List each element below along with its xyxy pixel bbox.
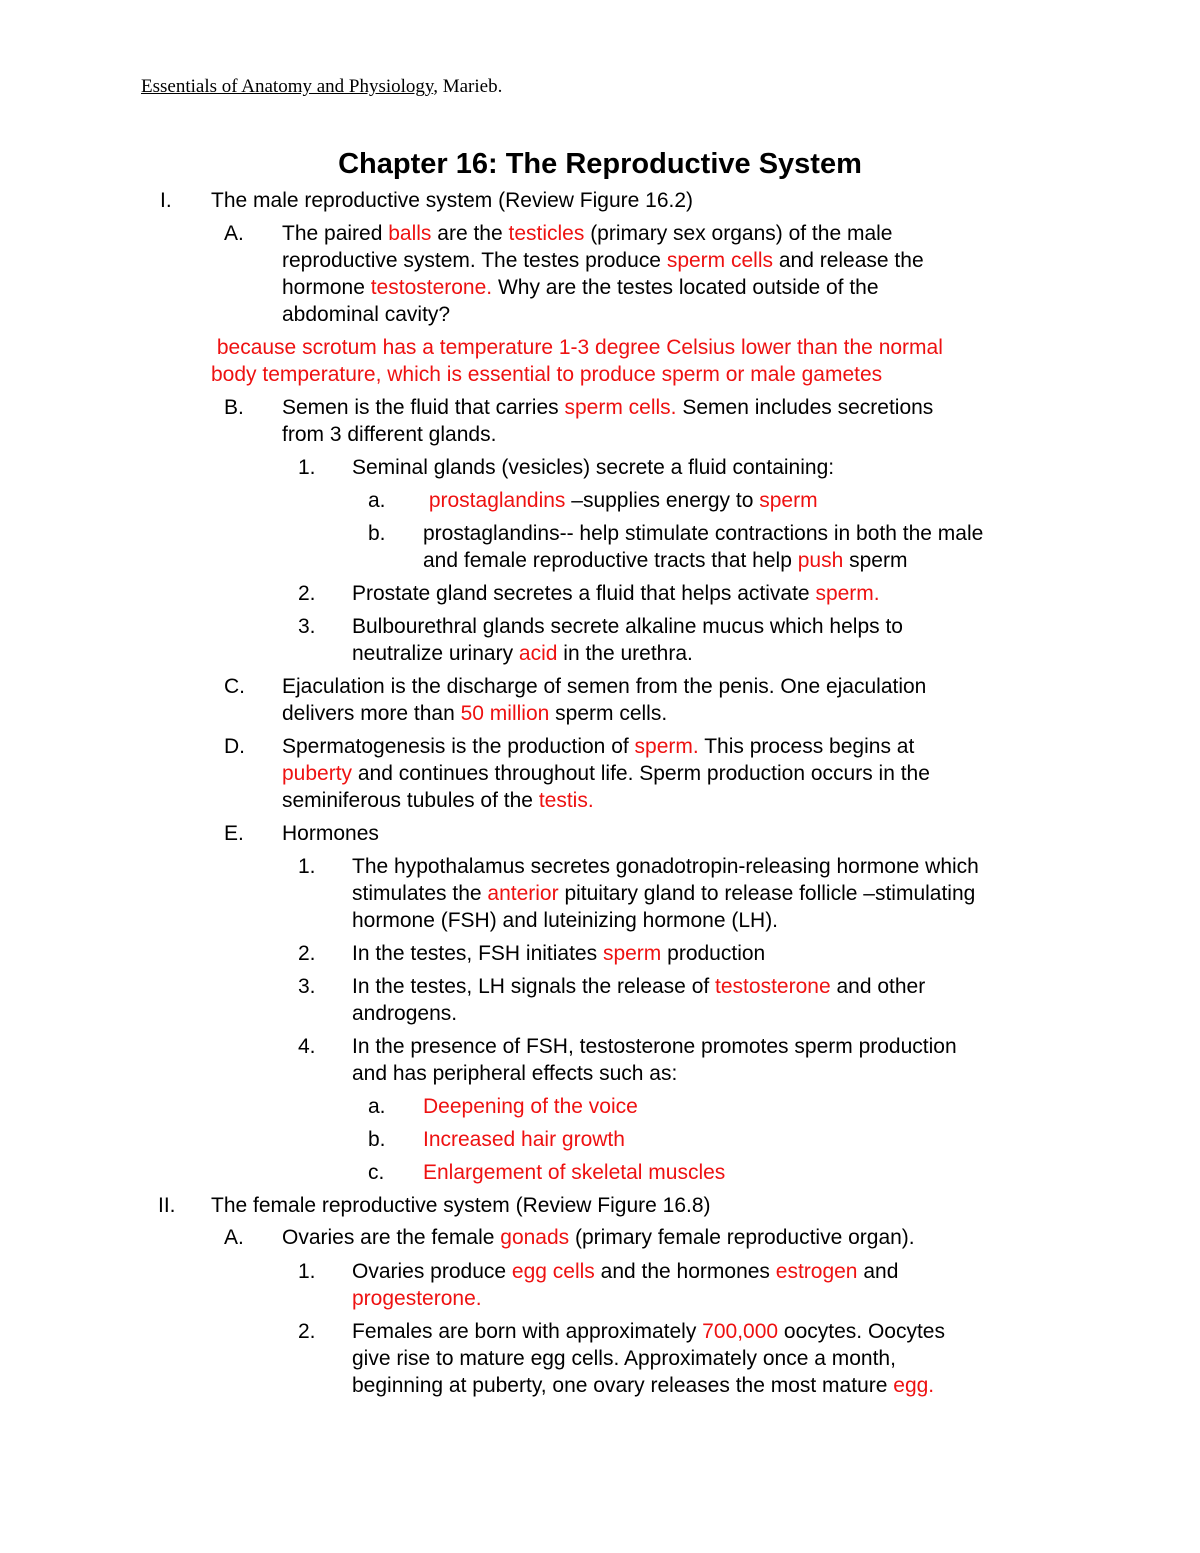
text-fragment: and continues throughout life. Sperm production occurs in the xyxy=(352,762,930,785)
text-fragment: Spermatogenesis is the production of xyxy=(282,735,635,758)
outline-label-I-A: A. xyxy=(224,222,244,245)
text-fragment: (primary female reproductive organ). xyxy=(569,1226,915,1249)
highlighted-answer-text: 700,000 xyxy=(702,1320,779,1343)
outline-label-I-E-4-a: a. xyxy=(368,1095,386,1118)
text-fragment: and female reproductive tracts that help xyxy=(423,549,798,572)
item-I-E-4-c: Enlargement of skeletal muscles xyxy=(423,1161,726,1184)
outline-label-II-A: A. xyxy=(224,1226,244,1249)
answer-line-1: because scrotum has a temperature 1-3 degree Celsius lower than the normal xyxy=(211,336,943,359)
item-I-E-3-line-2: androgens. xyxy=(352,1002,458,1025)
item-I-B-1-b-line-1: prostaglandins-- help stimulate contractions in both the male xyxy=(423,522,984,545)
outline-label-I-B-1-a: a. xyxy=(368,489,386,512)
outline-label-I-C: C. xyxy=(224,675,245,698)
text-fragment: stimulates the xyxy=(352,882,488,905)
text-fragment: (primary sex organs) of the male xyxy=(584,222,893,245)
highlighted-answer-text: sperm cells xyxy=(666,249,774,272)
item-I-E-4-b: Increased hair growth xyxy=(423,1128,625,1151)
highlighted-answer-text: testosterone. xyxy=(370,276,493,299)
text-fragment: and release the xyxy=(773,249,924,272)
highlighted-answer-text: sperm cells. xyxy=(564,396,677,419)
item-I-A-line-4: abdominal cavity? xyxy=(282,303,451,326)
highlighted-answer-text: gonads xyxy=(500,1226,570,1249)
outline-label-II-A-2: 2. xyxy=(298,1320,316,1343)
book-author: , Marieb. xyxy=(433,76,503,97)
answer-line-2: body temperature, which is essential to produce sperm or male gametes xyxy=(211,363,883,386)
outline-label-I-D: D. xyxy=(224,735,245,758)
item-II-A-1-line-1 xyxy=(352,1258,898,1285)
item-I-B-1-b-line-2 xyxy=(423,547,907,574)
outline-label-I-E-4-c: c. xyxy=(368,1161,385,1184)
text-fragment: hormone xyxy=(282,276,371,299)
item-I-D-line-2 xyxy=(282,760,930,787)
item-I-E: Hormones xyxy=(282,822,379,845)
outline-label-I: I. xyxy=(160,189,172,212)
text-fragment: Ovaries produce xyxy=(352,1260,512,1283)
item-I-E-1-line-2 xyxy=(352,880,975,907)
text-fragment: The paired xyxy=(282,222,389,245)
item-I-B-line-1 xyxy=(282,394,933,421)
text-fragment: –supplies energy to xyxy=(565,489,760,512)
text-fragment: This process begins at xyxy=(698,735,915,758)
highlighted-answer-text: 50 million xyxy=(460,702,550,725)
item-I-B-3-line-2 xyxy=(352,640,693,667)
text-fragment: and the hormones xyxy=(594,1260,776,1283)
item-I-E-4-a: Deepening of the voice xyxy=(423,1095,638,1118)
item-I-E-4-line-1: In the presence of FSH, testosterone promotes sperm production xyxy=(352,1035,957,1058)
text-fragment: Semen includes secretions xyxy=(676,396,934,419)
highlighted-answer-text: testis. xyxy=(538,789,594,812)
outline-label-II-A-1: 1. xyxy=(298,1260,316,1283)
item-I-E-3-line-1 xyxy=(352,973,925,1000)
item-I-B-3-line-1: Bulbourethral glands secrete alkaline mucus which helps to xyxy=(352,615,903,638)
item-I-E-4-line-2: and has peripheral effects such as: xyxy=(352,1062,678,1085)
item-I-A-line-2 xyxy=(282,247,924,274)
highlighted-answer-text: puberty xyxy=(282,762,353,785)
section-I-heading: The male reproductive system (Review Figure 16.2) xyxy=(211,189,694,212)
item-II-A xyxy=(282,1224,915,1251)
text-fragment: seminiferous tubules of the xyxy=(282,789,539,812)
text-fragment: and xyxy=(857,1260,899,1283)
text-fragment: In the testes, LH signals the release of xyxy=(352,975,716,998)
highlighted-answer-text: prostaglandins xyxy=(423,489,566,512)
text-fragment: delivers more than xyxy=(282,702,461,725)
item-I-D-line-1 xyxy=(282,733,914,760)
text-fragment: pituitary gland to release follicle –stimulating xyxy=(558,882,976,905)
highlighted-answer-text: balls xyxy=(388,222,432,245)
item-I-E-1-line-1: The hypothalamus secretes gonadotropin-releasing hormone which xyxy=(352,855,979,878)
document-header xyxy=(141,74,502,100)
item-I-E-1-line-3: hormone (FSH) and luteinizing hormone (LH). xyxy=(352,909,779,932)
highlighted-answer-text: push xyxy=(797,549,844,572)
outline-label-I-E: E. xyxy=(224,822,244,845)
outline-label-II: II. xyxy=(158,1194,176,1217)
highlighted-answer-text: anterior xyxy=(487,882,559,905)
text-fragment: sperm xyxy=(843,549,908,572)
outline-label-I-E-2: 2. xyxy=(298,942,316,965)
item-I-A-line-3 xyxy=(282,274,879,301)
text-fragment: beginning at puberty, one ovary releases the most mature xyxy=(352,1374,894,1397)
text-fragment: Prostate gland secretes a fluid that helps activate xyxy=(352,582,816,605)
item-I-B-2 xyxy=(352,580,880,607)
text-fragment: reproductive system. The testes produce xyxy=(282,249,667,272)
highlighted-answer-text: sperm. xyxy=(815,582,880,605)
outline-label-I-B-3: 3. xyxy=(298,615,316,638)
highlighted-answer-text: egg. xyxy=(893,1374,935,1397)
outline-label-I-E-1: 1. xyxy=(298,855,316,878)
page-title: Chapter 16: The Reproductive System xyxy=(338,148,862,180)
outline-label-I-E-4: 4. xyxy=(298,1035,316,1058)
highlighted-answer-text: estrogen xyxy=(775,1260,858,1283)
highlighted-answer-text: sperm xyxy=(759,489,818,512)
item-II-A-2-line-2: give rise to mature egg cells. Approximately once a month, xyxy=(352,1347,896,1370)
item-I-D-line-3 xyxy=(282,787,594,814)
highlighted-answer-text: testosterone xyxy=(715,975,831,998)
item-I-B-line-2: from 3 different glands. xyxy=(282,423,497,446)
text-fragment: Females are born with approximately xyxy=(352,1320,703,1343)
highlighted-answer-text: acid xyxy=(518,642,558,665)
outline-label-I-E-4-b: b. xyxy=(368,1128,386,1151)
text-fragment: Ovaries are the female xyxy=(282,1226,501,1249)
highlighted-answer-text: egg cells xyxy=(511,1260,595,1283)
highlighted-answer-text: testicles xyxy=(508,222,585,245)
outline-label-I-E-3: 3. xyxy=(298,975,316,998)
text-fragment: sperm cells. xyxy=(549,702,668,725)
item-II-A-1-line-2: progesterone. xyxy=(352,1287,482,1310)
item-I-E-2 xyxy=(352,940,765,967)
item-II-A-2-line-3 xyxy=(352,1372,934,1399)
item-I-A-line-1 xyxy=(282,220,892,247)
item-I-C-line-2 xyxy=(282,700,667,727)
text-fragment: and other xyxy=(830,975,926,998)
outline-label-I-B-1: 1. xyxy=(298,456,316,479)
highlighted-answer-text: sperm xyxy=(602,942,662,965)
item-II-A-2-line-1 xyxy=(352,1318,945,1345)
text-fragment: in the urethra. xyxy=(557,642,693,665)
outline-label-I-B: B. xyxy=(224,396,244,419)
text-fragment: In the testes, FSH initiates xyxy=(352,942,603,965)
highlighted-answer-text: sperm. xyxy=(634,735,699,758)
text-fragment: are the xyxy=(431,222,509,245)
item-I-C-line-1: Ejaculation is the discharge of semen from the penis. One ejaculation xyxy=(282,675,927,698)
text-fragment: Semen is the fluid that carries xyxy=(282,396,565,419)
text-fragment: production xyxy=(661,942,766,965)
text-fragment: oocytes. Oocytes xyxy=(778,1320,945,1343)
text-fragment: Why are the testes located outside of the xyxy=(492,276,879,299)
item-I-B-1: Seminal glands (vesicles) secrete a fluid containing: xyxy=(352,456,835,479)
book-title: Essentials of Anatomy and Physiology xyxy=(141,76,434,97)
item-I-B-1-a xyxy=(423,487,818,514)
section-II-heading: The female reproductive system (Review Figure 16.8) xyxy=(211,1194,711,1217)
outline-label-I-B-1-b: b. xyxy=(368,522,386,545)
text-fragment: neutralize urinary xyxy=(352,642,519,665)
outline-label-I-B-2: 2. xyxy=(298,582,316,605)
